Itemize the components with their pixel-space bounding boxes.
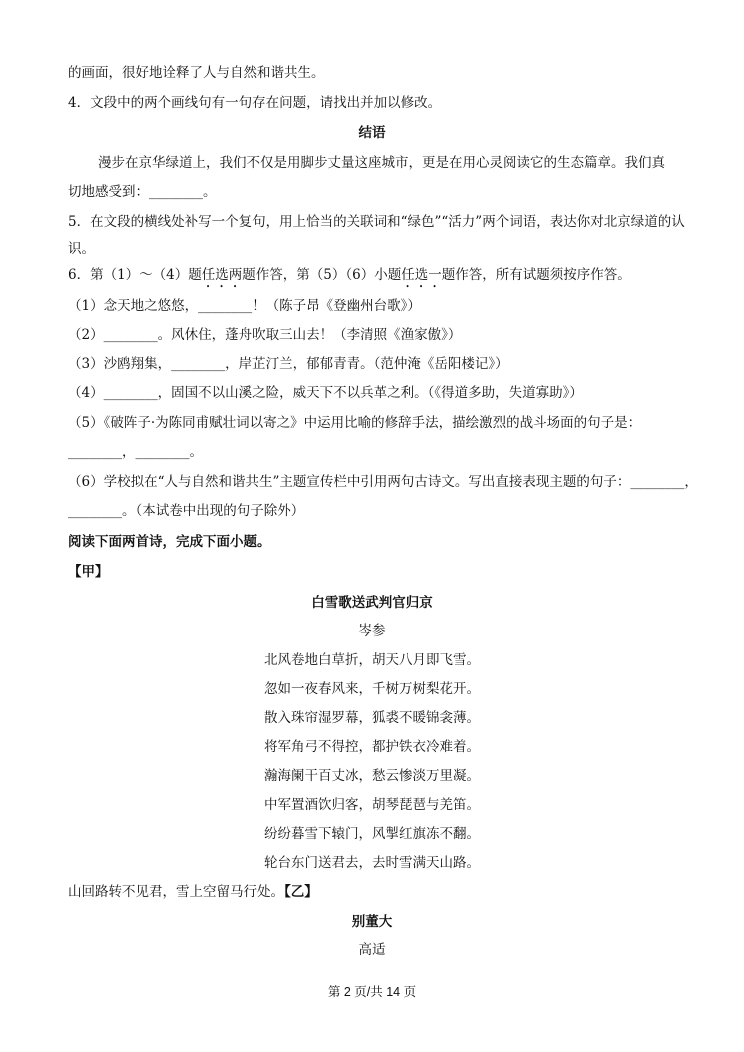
question-6-part-c: 题作答，第（5）（6）小题 bbox=[242, 267, 402, 283]
poem-1-last-line-row bbox=[68, 883, 684, 901]
question-6-emphasis-choose-two: 任选两 bbox=[201, 267, 243, 283]
poem-1-line: 中军置酒饮归客，胡琴琵琶与羌笛。 bbox=[264, 797, 480, 813]
item-5: （5）《破阵子·为陈同甫赋壮词以寄之》中运用比喻的修辞手法，描绘激烈的战斗场面的句子是： bbox=[68, 415, 642, 431]
item-2: （2）________。风休住，蓬舟吹取三山去！（李清照《渔家傲》） bbox=[68, 327, 462, 343]
poem-2-author: 高适 bbox=[358, 942, 386, 958]
poem-1-tag: 【甲】 bbox=[68, 564, 109, 580]
poem-1-line: 轮台东门送君去，去时雪满天山路。 bbox=[264, 855, 480, 871]
poem-1-line: 瀚海阑干百丈冰，愁云惨淡万里凝。 bbox=[264, 768, 480, 784]
poem-1-line: 北风卷地白草折，胡天八月即飞雪。 bbox=[264, 652, 480, 668]
reading-instruction: 阅读下面两首诗，完成下面小题。 bbox=[68, 534, 271, 550]
question-4: 4．文段中的两个画线句有一句存在问题，请找出并加以修改。 bbox=[68, 95, 442, 111]
question-6-part-e: 题作答，所有试题须按序作答。 bbox=[441, 267, 631, 283]
question-5-line-1: 5．在文段的横线处补写一个复句，用上恰当的关联词和“绿色”“活力”两个词语，表达你对北京绿道的认 bbox=[68, 214, 685, 230]
item-6: （6）学校拟在“人与自然和谐共生”主题宣传栏中引用两句古诗文。写出直接表现主题的句子：________， bbox=[68, 474, 698, 490]
poem-2-title: 别董大 bbox=[351, 914, 393, 930]
page-footer: 第 2 页/共 14 页 bbox=[327, 985, 417, 999]
poem-1-title: 白雪歌送武判官归京 bbox=[311, 595, 433, 611]
section-heading-conclusion: 结语 bbox=[358, 125, 386, 141]
conclusion-paragraph-line-1: 漫步在京华绿道上，我们不仅是用脚步丈量这座城市，更是在用心灵阅读它的生态篇章。我们真 bbox=[98, 155, 665, 171]
poem-1-line: 纷纷暮雪下辕门，风掣红旗冻不翻。 bbox=[264, 826, 480, 842]
question-6 bbox=[68, 266, 684, 291]
item-1: （1）念天地之悠悠，________！（陈子昂《登幽州台歌》） bbox=[68, 298, 421, 314]
item-3: （3）沙鸥翔集，________，岸芷汀兰，郁郁青青。（范仲淹《岳阳楼记》） bbox=[68, 356, 509, 372]
item-5-blanks: ________，________。 bbox=[68, 444, 203, 460]
top-line: 的画面，很好地诠释了人与自然和谐共生。 bbox=[68, 65, 325, 81]
poem-1-last-line: 山回路转不见君，雪上空留马行处。 bbox=[68, 884, 284, 900]
poem-1-line: 忽如一夜春风来，千树万树梨花开。 bbox=[264, 681, 480, 697]
question-6-emphasis-choose-one: 任选一 bbox=[401, 267, 442, 283]
poem-2-tag: 【乙】 bbox=[284, 884, 318, 900]
question-5-line-2: 识。 bbox=[68, 241, 95, 257]
poem-1-line: 散入珠帘湿罗幕，狐裘不暖锦衾薄。 bbox=[264, 710, 480, 726]
question-6-part-a: 6．第（1）～（4）题 bbox=[68, 267, 202, 283]
poem-1-line: 将军角弓不得控，都护铁衣冷难着。 bbox=[264, 739, 480, 755]
conclusion-paragraph-line-2: 切地感受到：________。 bbox=[68, 184, 217, 200]
item-6-continued: ________。（本试卷中出现的句子除外） bbox=[68, 503, 305, 519]
item-4: （4）________，固国不以山溪之险，威天下不以兵革之利。（《得道多助，失道寡助》） bbox=[68, 385, 583, 401]
poem-1-author: 岑参 bbox=[358, 623, 386, 639]
